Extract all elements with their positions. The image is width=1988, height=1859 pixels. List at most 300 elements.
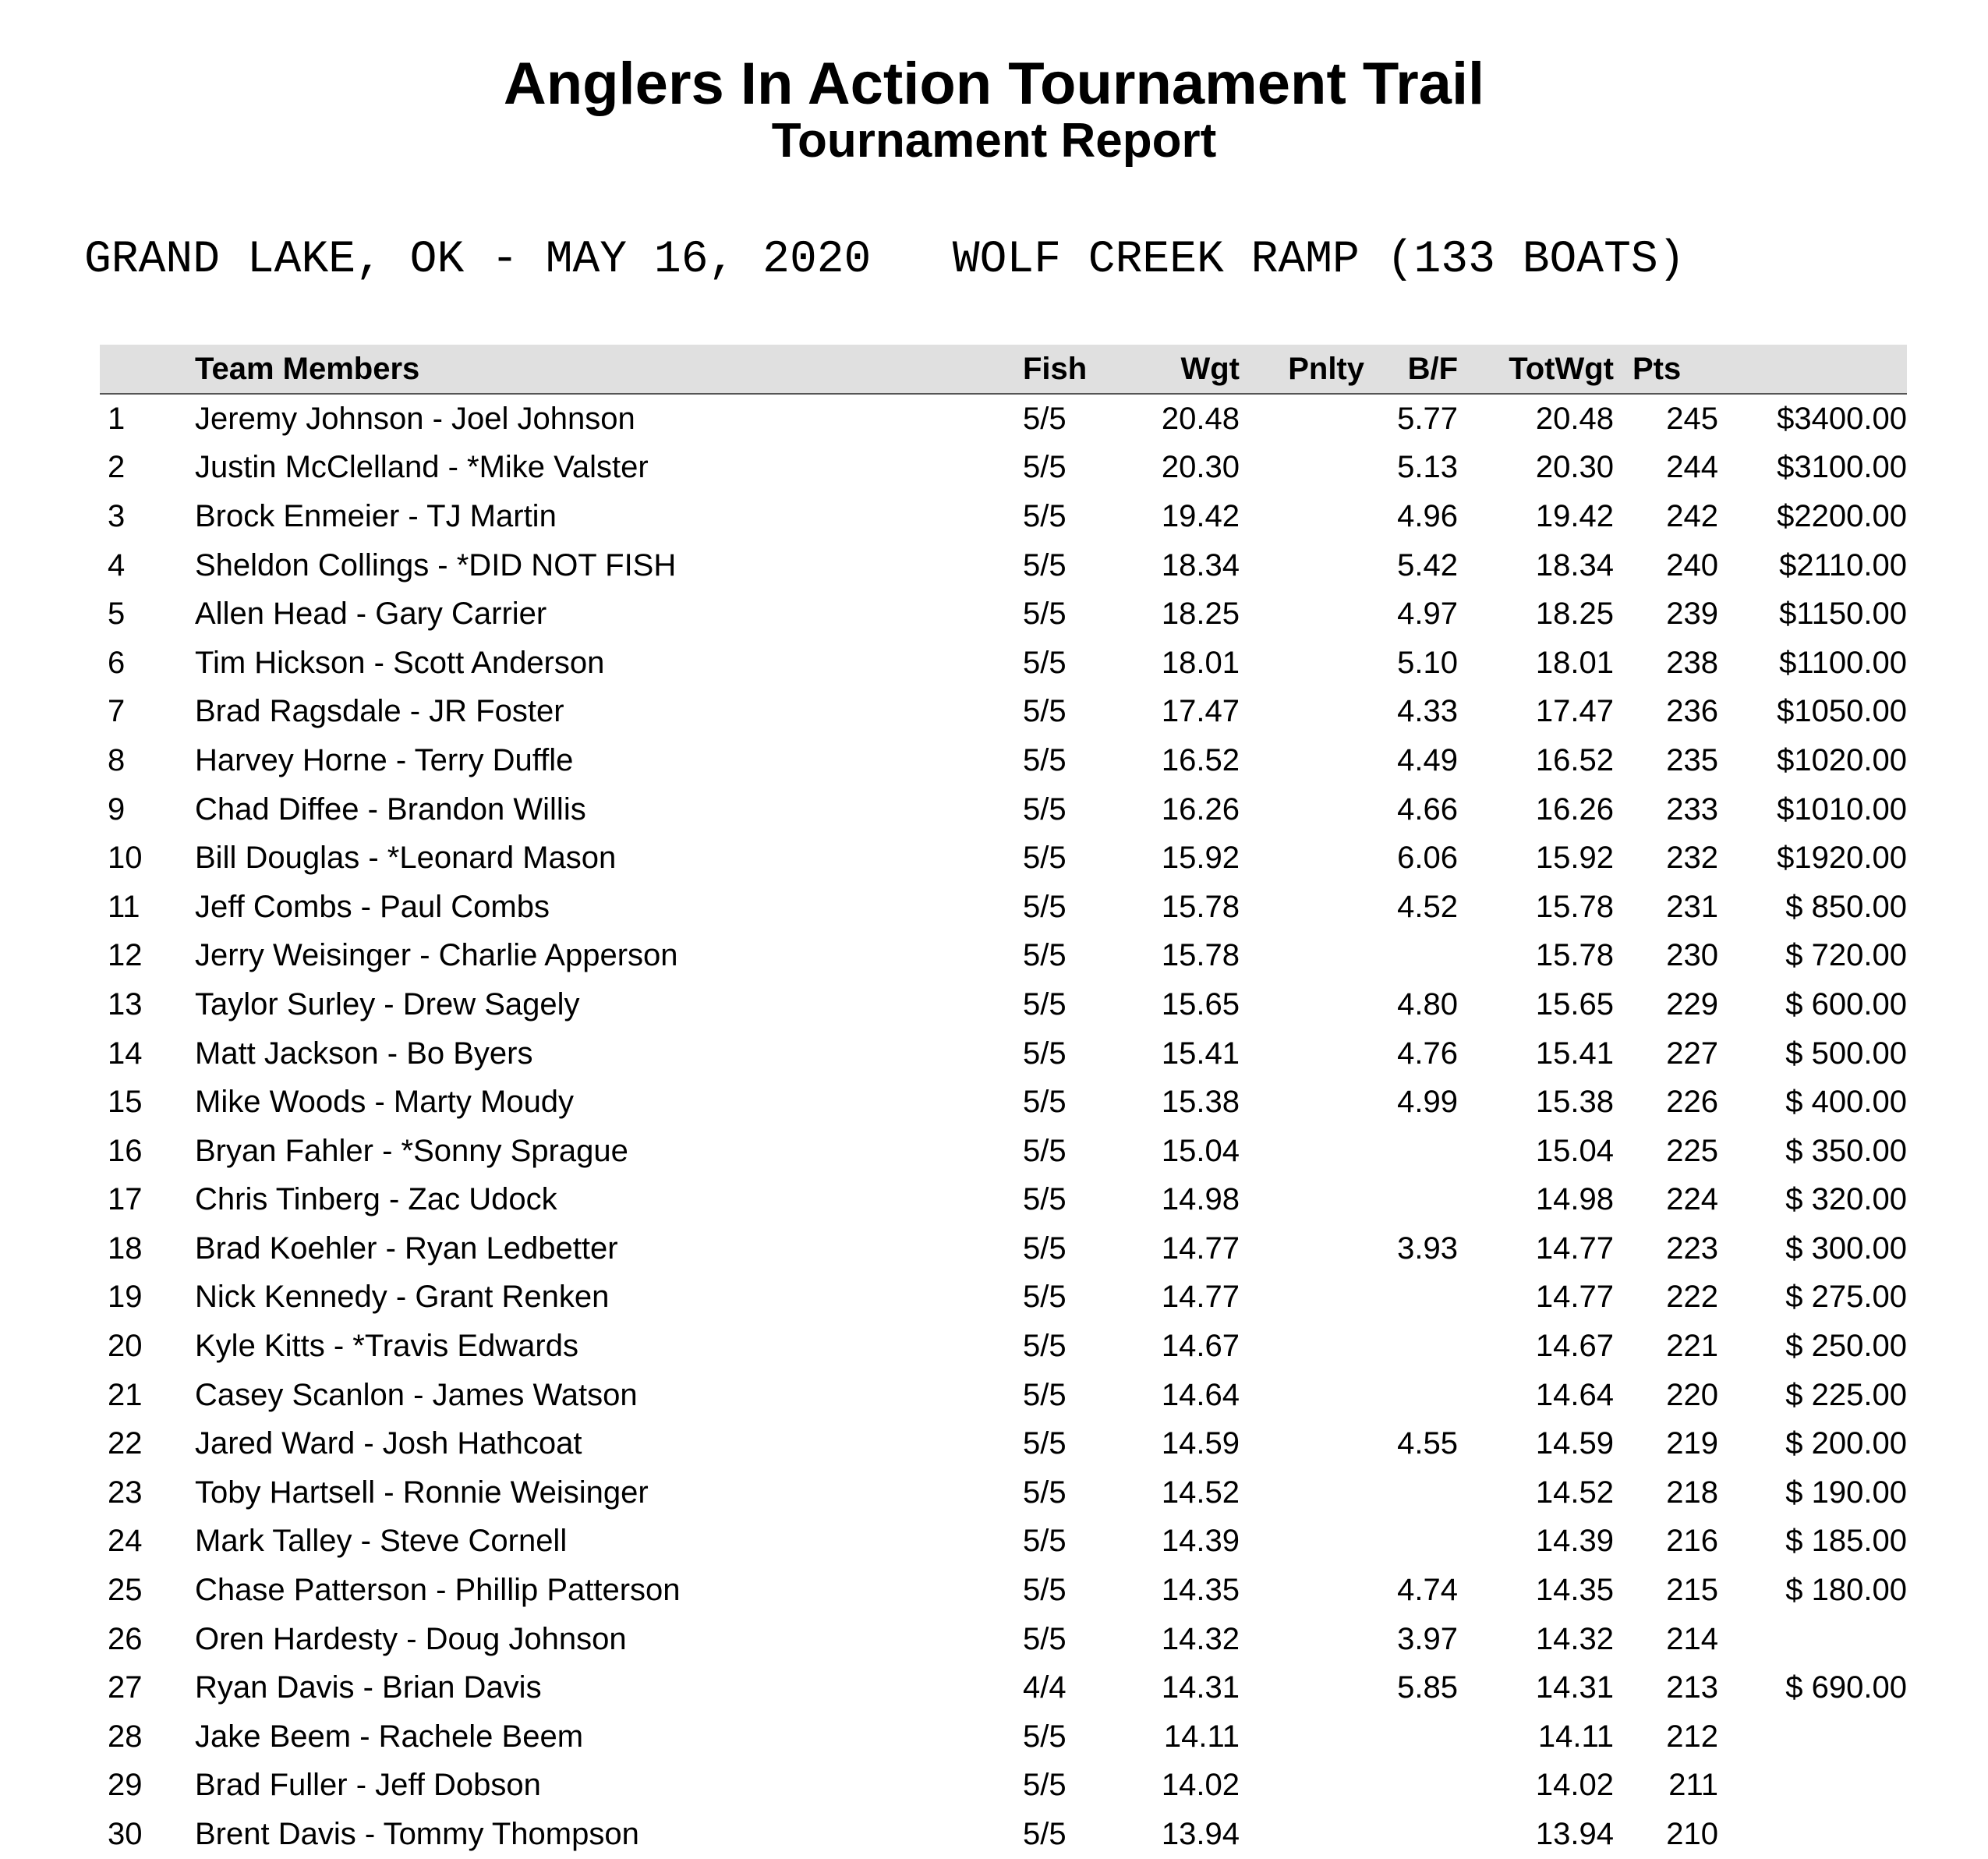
team-members-cell: Jeremy Johnson - Joel Johnson [195,401,635,436]
team-members-cell: Chad Diffee - Brandon Willis [195,791,586,827]
weight-cell: 14.52 [1161,1475,1240,1510]
big-fish-cell: 4.66 [1397,791,1458,827]
weight-cell: 14.77 [1161,1280,1240,1315]
winnings-cell: $ 350.00 [1785,1133,1907,1168]
team-members-cell: Toby Hartsell - Ronnie Weisinger [195,1475,649,1510]
table-row [100,932,1907,981]
penalty-cell [1240,541,1364,590]
points-cell: 229 [1666,986,1718,1022]
big-fish-cell: 5.42 [1397,547,1458,582]
table-row [100,1273,1907,1323]
points-cell: 216 [1666,1524,1718,1559]
weight-cell: 15.38 [1161,1085,1240,1120]
big-fish-cell: 4.49 [1397,742,1458,777]
total-weight-cell: 14.02 [1535,1768,1614,1803]
big-fish-cell [1364,1176,1458,1225]
fish-cell: 5/5 [1023,1817,1067,1852]
points-cell: 211 [1668,1768,1718,1803]
weight-cell: 14.59 [1161,1426,1240,1461]
table-row [100,1029,1907,1078]
place-cell: 2 [108,450,126,485]
total-weight-cell: 14.98 [1535,1182,1614,1217]
penalty-cell [1240,785,1364,834]
penalty-cell [1240,980,1364,1029]
penalty-cell [1240,1273,1364,1323]
header-weight: Wgt [1109,345,1240,394]
team-members-cell: Brock Enmeier - TJ Martin [195,498,557,533]
weight-cell: 20.48 [1161,401,1240,436]
big-fish-cell [1364,1712,1458,1762]
fish-cell: 5/5 [1023,1133,1067,1168]
header-winnings [1718,345,1907,394]
big-fish-cell: 4.55 [1397,1426,1458,1461]
place-cell: 19 [108,1280,143,1315]
winnings-cell [1718,1810,1907,1859]
table-header-row [100,345,1907,394]
penalty-cell [1240,444,1364,493]
total-weight-cell: 20.30 [1535,450,1614,485]
place-cell: 22 [108,1426,143,1461]
points-cell: 245 [1666,401,1718,436]
team-members-cell: Sheldon Collings - *DID NOT FISH [195,547,677,582]
team-members-cell: Jake Beem - Rachele Beem [195,1719,584,1754]
big-fish-cell [1364,1762,1458,1811]
table-row [100,1615,1907,1664]
team-members-cell: Taylor Surley - Drew Sagely [195,986,580,1022]
table-row [100,444,1907,493]
big-fish-cell [1364,932,1458,981]
place-cell: 13 [108,986,143,1022]
fish-cell: 4/4 [1023,1670,1067,1705]
total-weight-cell: 17.47 [1535,694,1614,729]
penalty-cell [1240,736,1364,785]
penalty-cell [1240,883,1364,932]
weight-cell: 18.34 [1161,547,1240,582]
weight-cell: 15.92 [1161,841,1240,876]
fish-cell: 5/5 [1023,1719,1067,1754]
points-cell: 222 [1666,1280,1718,1315]
team-members-cell: Mark Talley - Steve Cornell [195,1524,568,1559]
big-fish-cell [1364,1468,1458,1517]
fish-cell: 5/5 [1023,791,1067,827]
table-row [100,1322,1907,1371]
winnings-cell: $ 190.00 [1785,1475,1907,1510]
team-members-cell: Mike Woods - Marty Moudy [195,1085,575,1120]
event-info-line: GRAND LAKE, OK - MAY 16, 2020 WOLF CREEK RAMP (133 BOATS) [84,235,1686,285]
big-fish-cell: 4.96 [1397,498,1458,533]
total-weight-cell: 14.35 [1535,1573,1614,1608]
points-cell: 232 [1666,841,1718,876]
team-members-cell: Brad Fuller - Jeff Dobson [195,1768,541,1803]
total-weight-cell: 14.52 [1535,1475,1614,1510]
big-fish-cell: 5.10 [1397,645,1458,680]
total-weight-cell: 19.42 [1535,498,1614,533]
penalty-cell [1240,1712,1364,1762]
place-cell: 7 [108,694,126,729]
points-cell: 224 [1666,1182,1718,1217]
place-cell: 14 [108,1036,143,1071]
weight-cell: 15.41 [1161,1036,1240,1071]
penalty-cell [1240,1468,1364,1517]
weight-cell: 16.52 [1161,742,1240,777]
table-row [100,688,1907,737]
place-cell: 23 [108,1475,143,1510]
weight-cell: 14.31 [1161,1670,1240,1705]
weight-cell: 15.78 [1161,938,1240,973]
big-fish-cell: 4.33 [1397,694,1458,729]
penalty-cell [1240,688,1364,737]
team-members-cell: Allen Head - Gary Carrier [195,597,547,632]
winnings-cell: $1100.00 [1779,645,1907,680]
team-members-cell: Brad Koehler - Ryan Ledbetter [195,1230,618,1266]
report-title: Anglers In Action Tournament Trail [503,51,1485,117]
weight-cell: 14.02 [1161,1768,1240,1803]
team-members-cell: Justin McClelland - *Mike Valster [195,450,649,485]
fish-cell: 5/5 [1023,1573,1067,1608]
place-cell: 30 [108,1817,143,1852]
team-members-cell: Casey Scanlon - James Watson [195,1377,638,1412]
winnings-cell: $ 275.00 [1785,1280,1907,1315]
header-total-weight: TotWgt [1458,345,1614,394]
table-row [100,590,1907,639]
team-members-cell: Chris Tinberg - Zac Udock [195,1182,557,1217]
points-cell: 230 [1666,938,1718,973]
big-fish-cell: 4.80 [1397,986,1458,1022]
winnings-cell: $1920.00 [1777,841,1907,876]
report-subtitle: Tournament Report [771,114,1217,168]
place-cell: 18 [108,1230,143,1266]
big-fish-cell: 3.93 [1397,1230,1458,1266]
penalty-cell [1240,394,1364,444]
winnings-cell: $1050.00 [1777,694,1907,729]
winnings-cell: $ 720.00 [1785,938,1907,973]
total-weight-cell: 15.78 [1535,938,1614,973]
fish-cell: 5/5 [1023,841,1067,876]
fish-cell: 5/5 [1023,547,1067,582]
points-cell: 242 [1666,498,1718,533]
winnings-cell: $ 300.00 [1785,1230,1907,1266]
weight-cell: 17.47 [1161,694,1240,729]
fish-cell: 5/5 [1023,1475,1067,1510]
weight-cell: 14.32 [1161,1621,1240,1656]
place-cell: 24 [108,1524,143,1559]
place-cell: 29 [108,1768,143,1803]
points-cell: 236 [1666,694,1718,729]
table-row [100,1762,1907,1811]
winnings-cell: $ 250.00 [1785,1329,1907,1364]
place-cell: 9 [108,791,126,827]
weight-cell: 14.98 [1161,1182,1240,1217]
team-members-cell: Matt Jackson - Bo Byers [195,1036,533,1071]
penalty-cell [1240,1663,1364,1712]
winnings-cell: $ 180.00 [1785,1573,1907,1608]
winnings-cell: $ 690.00 [1785,1670,1907,1705]
winnings-cell: $ 200.00 [1785,1426,1907,1461]
big-fish-cell: 4.99 [1397,1085,1458,1120]
weight-cell: 15.04 [1161,1133,1240,1168]
penalty-cell [1240,590,1364,639]
big-fish-cell: 4.76 [1397,1036,1458,1071]
total-weight-cell: 18.25 [1535,597,1614,632]
big-fish-cell [1364,1273,1458,1323]
team-members-cell: Jerry Weisinger - Charlie Apperson [195,938,678,973]
weight-cell: 14.11 [1163,1719,1240,1754]
total-weight-cell: 18.01 [1535,645,1614,680]
table-row [100,1517,1907,1567]
total-weight-cell: 15.38 [1535,1085,1614,1120]
points-cell: 212 [1666,1719,1718,1754]
table-row [100,1176,1907,1225]
team-members-cell: Jeff Combs - Paul Combs [195,889,550,924]
weight-cell: 13.94 [1161,1817,1240,1852]
place-cell: 1 [108,401,126,436]
points-cell: 235 [1666,742,1718,777]
weight-cell: 14.39 [1161,1524,1240,1559]
table-row [100,1663,1907,1712]
fish-cell: 5/5 [1023,1182,1067,1217]
fish-cell: 5/5 [1023,645,1067,680]
total-weight-cell: 14.67 [1535,1329,1614,1364]
header-team-members: Team Members [195,345,1023,394]
place-cell: 20 [108,1329,143,1364]
team-members-cell: Bryan Fahler - *Sonny Sprague [195,1133,628,1168]
points-cell: 226 [1666,1085,1718,1120]
fish-cell: 5/5 [1023,889,1067,924]
table-row [100,492,1907,541]
winnings-cell: $ 185.00 [1785,1524,1907,1559]
fish-cell: 5/5 [1023,597,1067,632]
winnings-cell: $1020.00 [1777,742,1907,777]
winnings-cell: $ 850.00 [1785,889,1907,924]
place-cell: 11 [108,889,140,924]
big-fish-cell: 3.97 [1397,1621,1458,1656]
total-weight-cell: 15.65 [1535,986,1614,1022]
total-weight-cell: 15.92 [1535,841,1614,876]
penalty-cell [1240,639,1364,688]
points-cell: 238 [1666,645,1718,680]
penalty-cell [1240,834,1364,883]
big-fish-cell: 6.06 [1397,841,1458,876]
winnings-cell [1718,1615,1907,1664]
points-cell: 213 [1666,1670,1718,1705]
total-weight-cell: 14.39 [1535,1524,1614,1559]
header-big-fish: B/F [1364,345,1458,394]
table-row [100,1224,1907,1273]
total-weight-cell: 14.59 [1535,1426,1614,1461]
place-cell: 10 [108,841,143,876]
penalty-cell [1240,932,1364,981]
table-row [100,1712,1907,1762]
place-cell: 17 [108,1182,143,1217]
points-cell: 225 [1666,1133,1718,1168]
fish-cell: 5/5 [1023,498,1067,533]
winnings-cell: $2200.00 [1777,498,1907,533]
fish-cell: 5/5 [1023,1621,1067,1656]
place-cell: 4 [108,547,126,582]
points-cell: 231 [1666,889,1718,924]
team-members-cell: Bill Douglas - *Leonard Mason [195,841,617,876]
big-fish-cell: 5.77 [1397,401,1458,436]
total-weight-cell: 18.34 [1535,547,1614,582]
fish-cell: 5/5 [1023,1085,1067,1120]
big-fish-cell [1364,1322,1458,1371]
big-fish-cell [1364,1371,1458,1420]
fish-cell: 5/5 [1023,1280,1067,1315]
fish-cell: 5/5 [1023,1036,1067,1071]
penalty-cell [1240,1419,1364,1468]
weight-cell: 15.65 [1161,986,1240,1022]
team-members-cell: Harvey Horne - Terry Duffle [195,742,574,777]
penalty-cell [1240,1371,1364,1420]
place-cell: 6 [108,645,126,680]
weight-cell: 18.25 [1161,597,1240,632]
big-fish-cell: 4.97 [1397,597,1458,632]
penalty-cell [1240,1517,1364,1567]
total-weight-cell: 16.52 [1535,742,1614,777]
points-cell: 239 [1666,597,1718,632]
big-fish-cell: 4.74 [1397,1573,1458,1608]
total-weight-cell: 14.11 [1537,1719,1614,1754]
fish-cell: 5/5 [1023,1426,1067,1461]
points-cell: 240 [1666,547,1718,582]
results-body [100,394,1907,1859]
table-row [100,736,1907,785]
place-cell: 15 [108,1085,143,1120]
table-row [100,834,1907,883]
winnings-cell [1718,1712,1907,1762]
total-weight-cell: 14.77 [1535,1280,1614,1315]
penalty-cell [1240,1029,1364,1078]
weight-cell: 14.64 [1161,1377,1240,1412]
total-weight-cell: 15.41 [1535,1036,1614,1071]
points-cell: 214 [1666,1621,1718,1656]
fish-cell: 5/5 [1023,1377,1067,1412]
points-cell: 218 [1666,1475,1718,1510]
points-cell: 227 [1666,1036,1718,1071]
weight-cell: 19.42 [1161,498,1240,533]
penalty-cell [1240,1127,1364,1176]
place-cell: 28 [108,1719,143,1754]
table-row [100,1078,1907,1127]
total-weight-cell: 14.32 [1535,1621,1614,1656]
winnings-cell: $ 600.00 [1785,986,1907,1022]
total-weight-cell: 15.78 [1535,889,1614,924]
points-cell: 223 [1666,1230,1718,1266]
place-cell: 12 [108,938,143,973]
team-members-cell: Oren Hardesty - Doug Johnson [195,1621,627,1656]
big-fish-cell [1364,1517,1458,1567]
big-fish-cell: 5.85 [1397,1670,1458,1705]
fish-cell: 5/5 [1023,986,1067,1022]
penalty-cell [1240,1762,1364,1811]
total-weight-cell: 14.77 [1535,1230,1614,1266]
winnings-cell: $ 225.00 [1785,1377,1907,1412]
penalty-cell [1240,1078,1364,1127]
table-row [100,1419,1907,1468]
winnings-cell: $3100.00 [1777,450,1907,485]
header-fish: Fish [1023,345,1109,394]
fish-cell: 5/5 [1023,401,1067,436]
winnings-cell: $1010.00 [1777,791,1907,827]
table-row [100,1371,1907,1420]
points-cell: 233 [1666,791,1718,827]
penalty-cell [1240,1615,1364,1664]
results-table [100,345,1907,1859]
big-fish-cell [1364,1810,1458,1859]
header-place [100,345,195,394]
total-weight-cell: 14.31 [1535,1670,1614,1705]
winnings-cell: $2110.00 [1779,547,1907,582]
place-cell: 8 [108,742,126,777]
table-row [100,1127,1907,1176]
winnings-cell [1718,1762,1907,1811]
penalty-cell [1240,1224,1364,1273]
weight-cell: 16.26 [1161,791,1240,827]
big-fish-cell: 5.13 [1397,450,1458,485]
team-members-cell: Nick Kennedy - Grant Renken [195,1280,610,1315]
total-weight-cell: 16.26 [1535,791,1614,827]
place-cell: 3 [108,498,126,533]
winnings-cell: $ 320.00 [1785,1182,1907,1217]
total-weight-cell: 14.64 [1535,1377,1614,1412]
table-row [100,883,1907,932]
points-cell: 219 [1666,1426,1718,1461]
weight-cell: 15.78 [1161,889,1240,924]
team-members-cell: Brad Ragsdale - JR Foster [195,694,564,729]
place-cell: 25 [108,1573,143,1608]
team-members-cell: Ryan Davis - Brian Davis [195,1670,542,1705]
total-weight-cell: 13.94 [1535,1817,1614,1852]
place-cell: 26 [108,1621,143,1656]
place-cell: 27 [108,1670,143,1705]
big-fish-cell: 4.52 [1397,889,1458,924]
fish-cell: 5/5 [1023,938,1067,973]
penalty-cell [1240,1176,1364,1225]
weight-cell: 18.01 [1161,645,1240,680]
total-weight-cell: 20.48 [1535,401,1614,436]
team-members-cell: Jared Ward - Josh Hathcoat [195,1426,582,1461]
place-cell: 16 [108,1133,143,1168]
table-row [100,541,1907,590]
table-row [100,394,1907,444]
penalty-cell [1240,492,1364,541]
fish-cell: 5/5 [1023,694,1067,729]
team-members-cell: Chase Patterson - Phillip Patterson [195,1573,681,1608]
place-cell: 21 [108,1377,143,1412]
winnings-cell: $ 500.00 [1785,1036,1907,1071]
weight-cell: 20.30 [1161,450,1240,485]
fish-cell: 5/5 [1023,1768,1067,1803]
table-row [100,1566,1907,1615]
header-penalty: Pnlty [1240,345,1364,394]
winnings-cell: $3400.00 [1777,401,1907,436]
points-cell: 215 [1666,1573,1718,1608]
total-weight-cell: 15.04 [1535,1133,1614,1168]
team-members-cell: Brent Davis - Tommy Thompson [195,1817,639,1852]
winnings-cell: $ 400.00 [1785,1085,1907,1120]
penalty-cell [1240,1566,1364,1615]
weight-cell: 14.77 [1161,1230,1240,1266]
header-points: Pts [1614,345,1718,394]
weight-cell: 14.35 [1161,1573,1240,1608]
table-row [100,639,1907,688]
fish-cell: 5/5 [1023,1230,1067,1266]
points-cell: 244 [1666,450,1718,485]
weight-cell: 14.67 [1161,1329,1240,1364]
fish-cell: 5/5 [1023,450,1067,485]
points-cell: 220 [1666,1377,1718,1412]
table-row [100,1810,1907,1859]
